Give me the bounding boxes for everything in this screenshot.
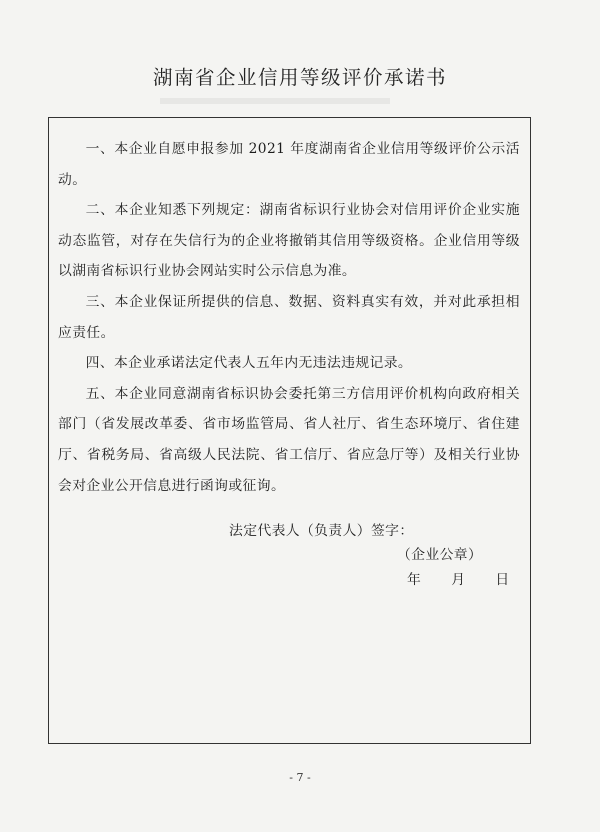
clause-4: 四、本企业承诺法定代表人五年内无违法违规记录。 bbox=[85, 355, 413, 372]
day-label: 日 bbox=[495, 572, 510, 588]
clause-2: 二、本企业知悉下列规定：湖南省标识行业协会对信用评价企业实施动态监管，对存在失信行为的企业将撤销其信用等级资格。企业信用等级以湖南省标识行业协会网站实时公示信息为准。 bbox=[58, 202, 520, 280]
clause-1: 一、本企业自愿申报参加 2021 年度湖南省企业信用等级评价公示活动。 bbox=[58, 141, 520, 188]
document-title: 湖南省企业信用等级评价承诺书 bbox=[152, 66, 447, 89]
clause-5: 五、本企业同意湖南省标识协会委托第三方信用评价机构向政府相关部门（省发展改革委、省市场监管局、省人社厅、省生态环境厅、省住建厅、省税务局、省高级人民法院、省工信厅、省应急厅等）及相关行业协会对企业公开信息进行函询或征询。 bbox=[58, 385, 520, 494]
clause-3: 三、本企业保证所提供的信息、数据、资料真实有效，并对此承担相应责任。 bbox=[58, 293, 520, 341]
bleed-through bbox=[160, 98, 390, 104]
representative-signature-label: 法定代表人（负责人）签字： bbox=[229, 523, 414, 539]
month-label: 月 bbox=[451, 572, 466, 588]
year-label: 年 bbox=[407, 572, 422, 588]
page-number: - 7 - bbox=[289, 771, 311, 784]
date-line bbox=[407, 568, 510, 588]
company-seal-label: （企业公章） bbox=[397, 547, 483, 563]
commitment-body bbox=[58, 134, 520, 501]
